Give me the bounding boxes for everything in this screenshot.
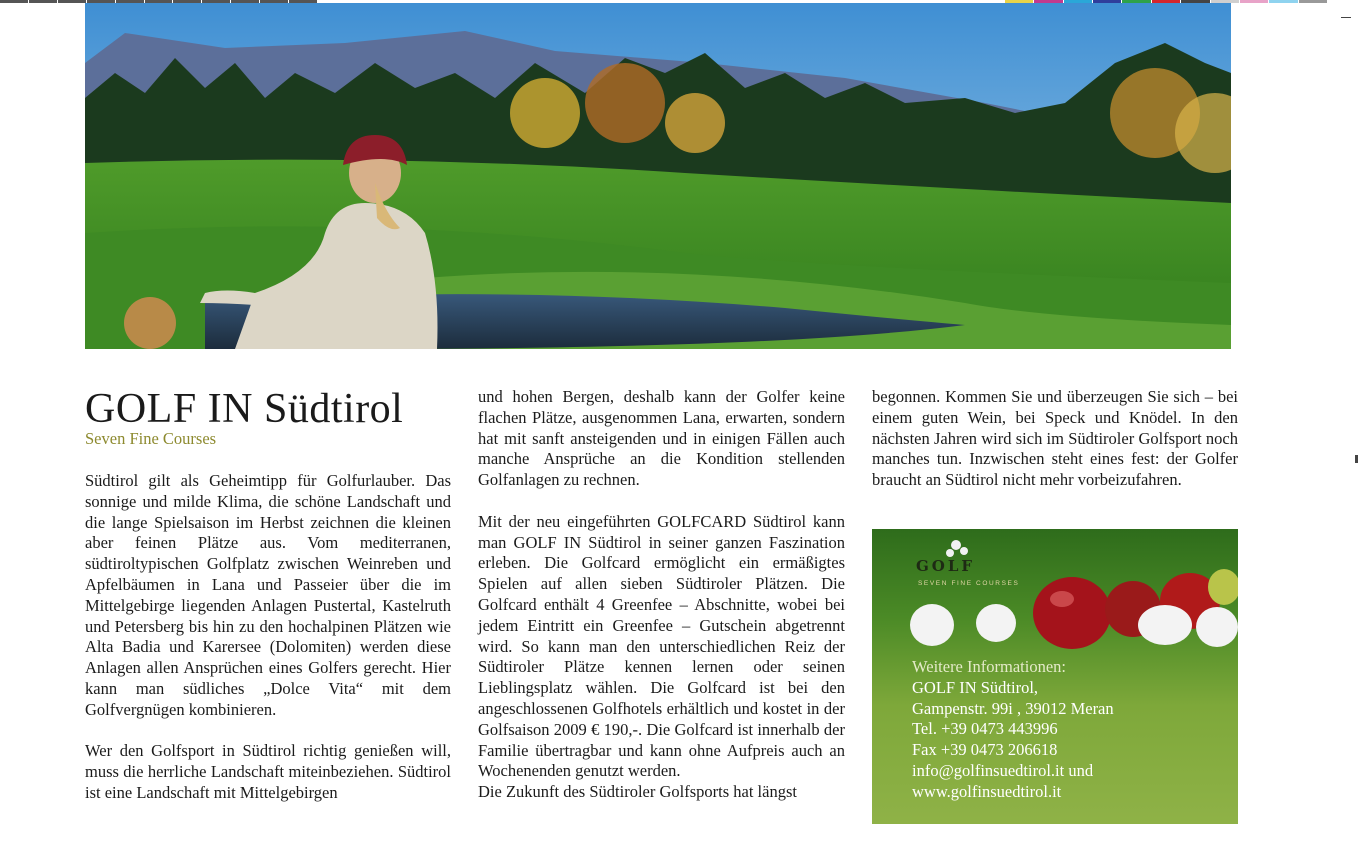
- paragraph: Die Zukunft des Südtiroler Golfsports hat längst: [478, 782, 797, 802]
- paragraph: Südtirol gilt als Geheimtipp für Golfurlauber. Das sonnige und milde Klima, die schöne Landschaft und die lange Spielsaison im Herbst zeichnen die kleinen aber feinen Plätze aus. Vom mediterranen, südtiroltypischen Golfplatz zwischen Weinreben und Apfelbäumen in Lana und Passeier über die im Mittelgebirge liegenden Anlagen Pustertal, Kastelruth und Petersberg bis hin zu den hochalpinen Plätzen wie Alta Badia und Karersee (Dolomiten) werden diese Anlagen allen Ansprüchen eines Golfers gerecht. Hier kann man südliches „Dolce Vita“ mit dem Golfvergnügen kombinieren.: [85, 471, 451, 719]
- golf-logo: GOLF: [916, 557, 976, 575]
- info-box: [872, 529, 1238, 824]
- contact-info: [912, 657, 1232, 803]
- paragraph: Wer den Golfsport in Südtirol richtig genießen will, muss die herrliche Landschaft miteinbeziehen. Südtirol ist eine Landschaft mit Mittelgebirgen: [85, 741, 451, 802]
- golf-logo-tagline: SEVEN FINE COURSES: [918, 580, 1020, 587]
- color-swatch: [1299, 0, 1328, 3]
- contact-email: info@golfinsuedtirol.it und: [912, 760, 1094, 780]
- contact-phone: Tel. +39 0473 443996: [912, 719, 1058, 739]
- color-swatch: [1240, 0, 1269, 3]
- registration-mark: [1355, 455, 1358, 463]
- crop-mark: [1341, 17, 1351, 18]
- text-column-2: [478, 387, 845, 803]
- contact-heading: Weitere Informationen:: [912, 657, 1066, 676]
- paragraph: Mit der neu eingeführten GOLFCARD Südtirol kann man GOLF IN Südtirol in seiner ganzen Faszination erleben. Die Golfcard ermöglicht ein ermäßigtes Spielen auf allen sieben Südtiroler Plätzen. Die Golfcard enthält 4 Greenfee – Abschnitte, wobei bei jedem Eintritt ein Greenfee – Gutschein abgetrennt wird. So kann man den unterschiedlichen Reiz der Südtiroler Plätze kennen lernen oder seinen Lieblingsplatz wählen. Die Golfcard ist bei den angeschlossenen Golfhotels erhältlich und kostet in der Golfsaison 2009 € 190,-. Die Golfcard ist innerhalb der Familie übertragbar und kann ohne Aufpreis auch an Wochenenden genutzt werden.: [478, 511, 845, 781]
- article-subtitle: Seven Fine Courses: [85, 429, 217, 448]
- contact-fax: Fax +39 0473 206618: [912, 740, 1058, 760]
- hero-golf-photo: [85, 3, 1231, 349]
- color-swatch: [1269, 0, 1298, 3]
- contact-line: Gampenstr. 99i , 39012 Meran: [912, 698, 1114, 718]
- article-title: GOLF IN Südtirol: [85, 386, 404, 432]
- contact-website: www.golfinsuedtirol.it: [912, 781, 1062, 801]
- paragraph: und hohen Bergen, deshalb kann der Golfer keine flachen Plätze, ausgenommen Lana, erwarten, sondern hat mit sanft ansteigenden und in einigen Fällen auch manche Ansprüche an die Kondition stellenden Golfanlagen zu rechnen.: [478, 387, 845, 490]
- contact-line: GOLF IN Südtirol,: [912, 677, 1039, 697]
- text-column-3: [872, 387, 1238, 491]
- text-column-1: [85, 471, 451, 804]
- paragraph: begonnen. Kommen Sie und überzeugen Sie sich – bei einem guten Wein, bei Speck und Knödel. In den nächsten Jahren wird sich im Südtiroler Golfsport noch manches tun. Inzwischen steht eines fest: der Golfer braucht an Südtirol nicht mehr vorbeizufahren.: [872, 387, 1238, 490]
